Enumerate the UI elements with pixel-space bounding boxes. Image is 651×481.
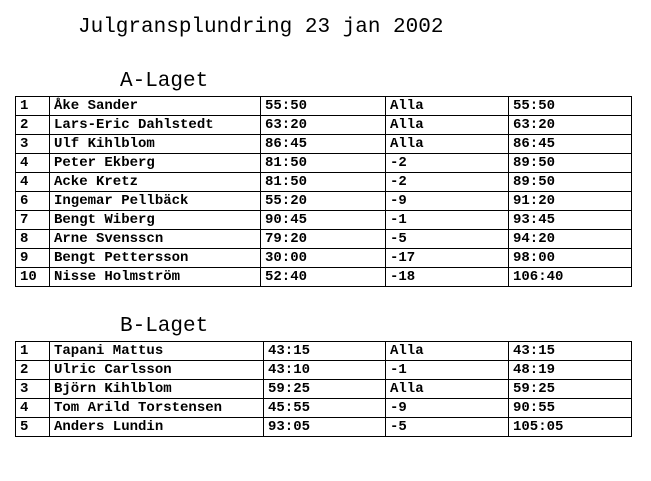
name-cell: Ulric Carlsson <box>50 361 264 380</box>
name-cell: Acke Kretz <box>50 173 261 192</box>
adjustment-cell: -2 <box>386 154 509 173</box>
table-row <box>16 173 632 192</box>
table-row <box>16 268 632 287</box>
table-row <box>16 380 632 399</box>
total-cell: 105:05 <box>509 418 632 437</box>
adjustment-cell: Alla <box>386 116 509 135</box>
total-cell: 55:50 <box>509 97 632 116</box>
adjustment-cell: -9 <box>386 399 509 418</box>
time-cell: 43:10 <box>264 361 386 380</box>
adjustment-cell: -1 <box>386 361 509 380</box>
place-cell: 3 <box>16 380 50 399</box>
page-title: Julgransplundring 23 jan 2002 <box>78 16 444 39</box>
adjustment-cell: -1 <box>386 211 509 230</box>
place-cell: 1 <box>16 342 50 361</box>
name-cell: Peter Ekberg <box>50 154 261 173</box>
name-cell: Arne Svensscn <box>50 230 261 249</box>
name-cell: Nisse Holmström <box>50 268 261 287</box>
time-cell: 93:05 <box>264 418 386 437</box>
place-cell: 8 <box>16 230 50 249</box>
name-cell: Tapani Mattus <box>50 342 264 361</box>
total-cell: 106:40 <box>509 268 632 287</box>
time-cell: 55:50 <box>261 97 386 116</box>
time-cell: 59:25 <box>264 380 386 399</box>
table-row <box>16 135 632 154</box>
place-cell: 4 <box>16 154 50 173</box>
team-b-title: B-Laget <box>120 315 209 338</box>
adjustment-cell: Alla <box>386 342 509 361</box>
table-row <box>16 418 632 437</box>
name-cell: Tom Arild Torstensen <box>50 399 264 418</box>
name-cell: Åke Sander <box>50 97 261 116</box>
name-cell: Bengt Wiberg <box>50 211 261 230</box>
time-cell: 81:50 <box>261 173 386 192</box>
table-row <box>16 97 632 116</box>
adjustment-cell: -2 <box>386 173 509 192</box>
time-cell: 43:15 <box>264 342 386 361</box>
table-row <box>16 361 632 380</box>
total-cell: 86:45 <box>509 135 632 154</box>
place-cell: 5 <box>16 418 50 437</box>
time-cell: 79:20 <box>261 230 386 249</box>
total-cell: 89:50 <box>509 173 632 192</box>
place-cell: 1 <box>16 97 50 116</box>
place-cell: 2 <box>16 116 50 135</box>
table-row <box>16 249 632 268</box>
team-a-title: A-Laget <box>120 70 209 93</box>
adjustment-cell: -5 <box>386 418 509 437</box>
total-cell: 91:20 <box>509 192 632 211</box>
time-cell: 63:20 <box>261 116 386 135</box>
time-cell: 81:50 <box>261 154 386 173</box>
name-cell: Anders Lundin <box>50 418 264 437</box>
name-cell: Bengt Pettersson <box>50 249 261 268</box>
adjustment-cell: Alla <box>386 97 509 116</box>
name-cell: Ulf Kihlblom <box>50 135 261 154</box>
name-cell: Ingemar Pellbäck <box>50 192 261 211</box>
table-row <box>16 211 632 230</box>
table-row <box>16 342 632 361</box>
time-cell: 90:45 <box>261 211 386 230</box>
place-cell: 4 <box>16 173 50 192</box>
table-row <box>16 116 632 135</box>
team-b-results-body <box>16 342 632 437</box>
total-cell: 93:45 <box>509 211 632 230</box>
place-cell: 9 <box>16 249 50 268</box>
adjustment-cell: -5 <box>386 230 509 249</box>
total-cell: 94:20 <box>509 230 632 249</box>
adjustment-cell: -9 <box>386 192 509 211</box>
place-cell: 10 <box>16 268 50 287</box>
total-cell: 90:55 <box>509 399 632 418</box>
total-cell: 48:19 <box>509 361 632 380</box>
team-a-results-table <box>15 96 632 287</box>
table-row <box>16 192 632 211</box>
adjustment-cell: Alla <box>386 135 509 154</box>
place-cell: 3 <box>16 135 50 154</box>
time-cell: 55:20 <box>261 192 386 211</box>
time-cell: 86:45 <box>261 135 386 154</box>
place-cell: 6 <box>16 192 50 211</box>
name-cell: Lars-Eric Dahlstedt <box>50 116 261 135</box>
adjustment-cell: -17 <box>386 249 509 268</box>
table-row <box>16 230 632 249</box>
adjustment-cell: Alla <box>386 380 509 399</box>
time-cell: 52:40 <box>261 268 386 287</box>
table-row <box>16 399 632 418</box>
time-cell: 30:00 <box>261 249 386 268</box>
total-cell: 89:50 <box>509 154 632 173</box>
total-cell: 43:15 <box>509 342 632 361</box>
time-cell: 45:55 <box>264 399 386 418</box>
total-cell: 59:25 <box>509 380 632 399</box>
place-cell: 4 <box>16 399 50 418</box>
adjustment-cell: -18 <box>386 268 509 287</box>
place-cell: 7 <box>16 211 50 230</box>
name-cell: Björn Kihlblom <box>50 380 264 399</box>
place-cell: 2 <box>16 361 50 380</box>
team-a-results-body <box>16 97 632 287</box>
total-cell: 63:20 <box>509 116 632 135</box>
team-b-results-table <box>15 341 632 437</box>
table-row <box>16 154 632 173</box>
total-cell: 98:00 <box>509 249 632 268</box>
